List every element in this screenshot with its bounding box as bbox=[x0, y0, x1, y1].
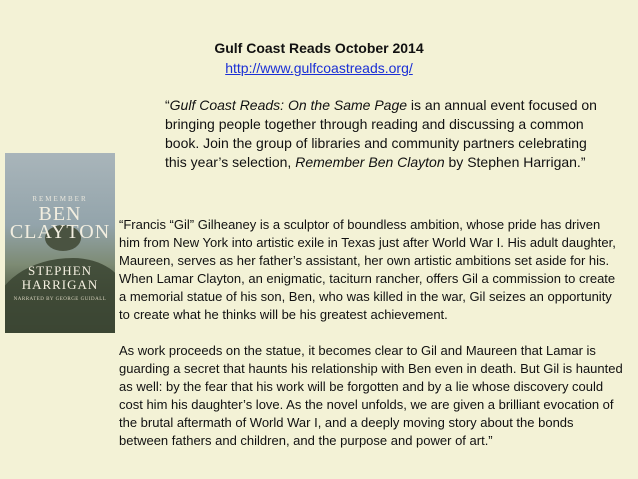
description-paragraph-1: “Francis “Gil” Gilheaney is a sculptor of boundless ambition, whose pride has driven him from New York into artistic exile in Texas just after World War I. His adult daughter, Maureen, serves as her father’s assistant, her own artistic ambitions set aside for his. When Lamar Clayton, an enigmatic, taciturn rancher, offers Gil a commission to create a memorial statue of his son, Ben, who was killed in the war, Gil seizes an opportunity to create what he thinks will be his greatest achievement. bbox=[119, 217, 616, 322]
book-description bbox=[119, 216, 624, 468]
cover-author-first: STEPHEN bbox=[27, 263, 93, 278]
page-title: Gulf Coast Reads October 2014 bbox=[214, 40, 424, 56]
book-cover-image bbox=[5, 153, 115, 333]
cover-narrator: NARRATED BY GEORGE GUIDALL bbox=[13, 297, 107, 302]
intro-text-a: is an annual event focused on bringing people together through reading and discussing a common book. Join the group of libraries and community partners celebrating this year’s selection, bbox=[165, 97, 597, 170]
website-link[interactable]: http://www.gulfcoastreads.org/ bbox=[225, 60, 413, 76]
intro-quote bbox=[165, 96, 605, 172]
cover-author-last: HARRIGAN bbox=[21, 277, 99, 292]
description-paragraph-2: As work proceeds on the statue, it becomes clear to Gil and Maureen that Lamar is guarding a secret that haunts his relationship with Ben even in death. But Gil is haunted as well: by the fear that his work will be forgotten and by a lie whose discovery could cost him his daughter’s love. As the novel unfolds, we are given a brilliant evocation of the brutal aftermath of World War I, and a deeply moving story about the bonds between fathers and children, and the purpose and power of art.” bbox=[119, 343, 623, 448]
intro-text-b: by Stephen Harrigan.” bbox=[444, 154, 586, 170]
cover-ben: BEN bbox=[38, 203, 82, 225]
intro-open-quote: “ bbox=[165, 97, 170, 113]
event-name: Gulf Coast Reads: On the Same Page bbox=[169, 97, 408, 113]
cover-remember: REMEMBER bbox=[32, 195, 88, 203]
book-title: Remember Ben Clayton bbox=[295, 154, 445, 170]
cover-clayton: CLAYTON bbox=[9, 221, 111, 243]
